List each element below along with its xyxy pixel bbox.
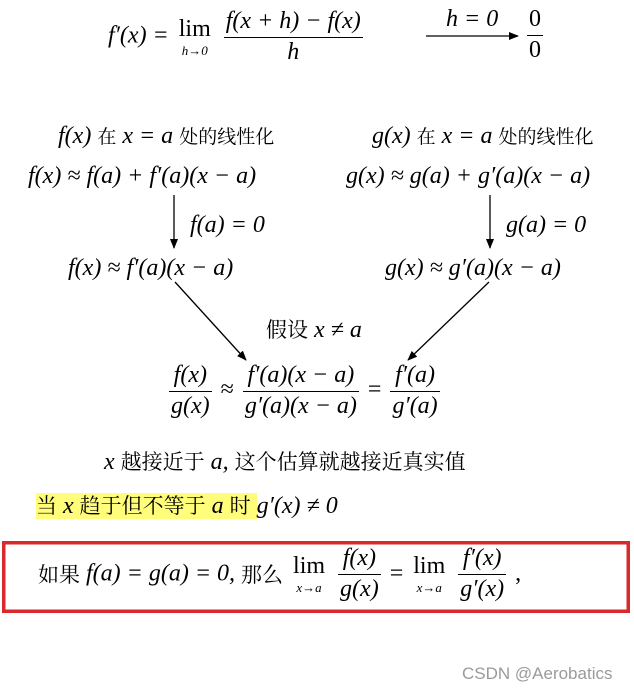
assumption-math: x ≠ a [314, 317, 362, 343]
arrow-left-diagonal [175, 282, 246, 360]
right-condition: g(a) = 0 [506, 212, 587, 238]
conclusion-math-1: f(a) = g(a) = 0, [86, 560, 236, 587]
conclusion-lim-sub-1: x→a [296, 580, 322, 595]
conclusion-text-2: 那么 [241, 563, 284, 587]
estimate-text-1: 越接近于 [120, 450, 205, 474]
condition-math: g′(x) ≠ 0 [256, 493, 338, 519]
left-linearization: f(x) ≈ f(a) + f′(a)(x − a) [28, 163, 257, 189]
estimate-var-x: x [104, 449, 115, 475]
estimate-var-a: a, [210, 449, 229, 475]
difference-quotient-numerator: f(x + h) − f(x) [225, 8, 361, 34]
zero-numerator: 0 [529, 6, 541, 32]
ratio-frac-2-num: f′(a)(x − a) [247, 362, 355, 388]
left-heading-func: f(x) [58, 123, 92, 149]
ratio-frac-1-den: g(x) [171, 393, 210, 419]
right-linearization: g(x) ≈ g(a) + g′(a)(x − a) [346, 163, 591, 189]
watermark: CSDN @Aerobatics [462, 664, 613, 683]
arrow-label-h-zero: h = 0 [446, 6, 499, 32]
approx-sign: ≈ [220, 376, 234, 403]
condition-var-a: a [211, 493, 224, 519]
condition-text-1: 当 [36, 494, 57, 518]
left-heading-cond: x = a [122, 123, 174, 149]
conclusion-lim-sub-2: x→a [416, 580, 442, 595]
right-result: g(x) ≈ g′(a)(x − a) [385, 255, 561, 281]
equals-sign: = [367, 376, 382, 403]
left-heading-text-2: 处的线性化 [179, 126, 275, 148]
conclusion-lim-word-1: lim [293, 553, 326, 579]
conclusion-frac-1-den: g(x) [340, 576, 379, 602]
ratio-frac-1-num: f(x) [173, 362, 207, 388]
right-heading-func: g(x) [372, 123, 411, 149]
limit-word: lim [178, 16, 211, 42]
conclusion-frac-1-num: f(x) [342, 545, 377, 571]
conclusion-frac-2-den: g′(x) [460, 576, 505, 602]
conclusion-frac-2-num: f′(x) [462, 545, 502, 571]
zero-denominator: 0 [529, 37, 541, 63]
derivative-lhs: f′(x) = [108, 22, 175, 49]
left-heading-text-1: 在 [97, 126, 117, 148]
right-heading-text-2: 处的线性化 [498, 126, 594, 148]
condition-text-2: 趋于但不等于 [79, 494, 206, 518]
left-result: f(x) ≈ f′(a)(x − a) [68, 255, 234, 281]
condition-text-3: 时 [229, 494, 251, 518]
right-heading-text-1: 在 [416, 126, 436, 148]
arrow-right-diagonal [408, 282, 489, 360]
ratio-frac-3-den: g′(a) [392, 393, 438, 419]
conclusion-lim-word-2: lim [413, 553, 446, 579]
right-heading-cond: x = a [441, 123, 493, 149]
left-condition: f(a) = 0 [190, 212, 265, 238]
difference-quotient-denominator: h [287, 39, 300, 65]
assumption-text: 假设 [266, 318, 308, 342]
estimate-text-2: 这个估算就越接近真实值 [234, 450, 466, 474]
conclusion-text-1: 如果 [38, 563, 80, 587]
ratio-frac-2-den: g′(a)(x − a) [244, 393, 357, 419]
limit-subscript: h→0 [181, 43, 208, 58]
ratio-frac-3-num: f′(a) [395, 362, 435, 388]
conclusion-tail: , [515, 560, 522, 587]
condition-var-x: x [63, 493, 74, 519]
conclusion-equals: = [389, 560, 404, 587]
